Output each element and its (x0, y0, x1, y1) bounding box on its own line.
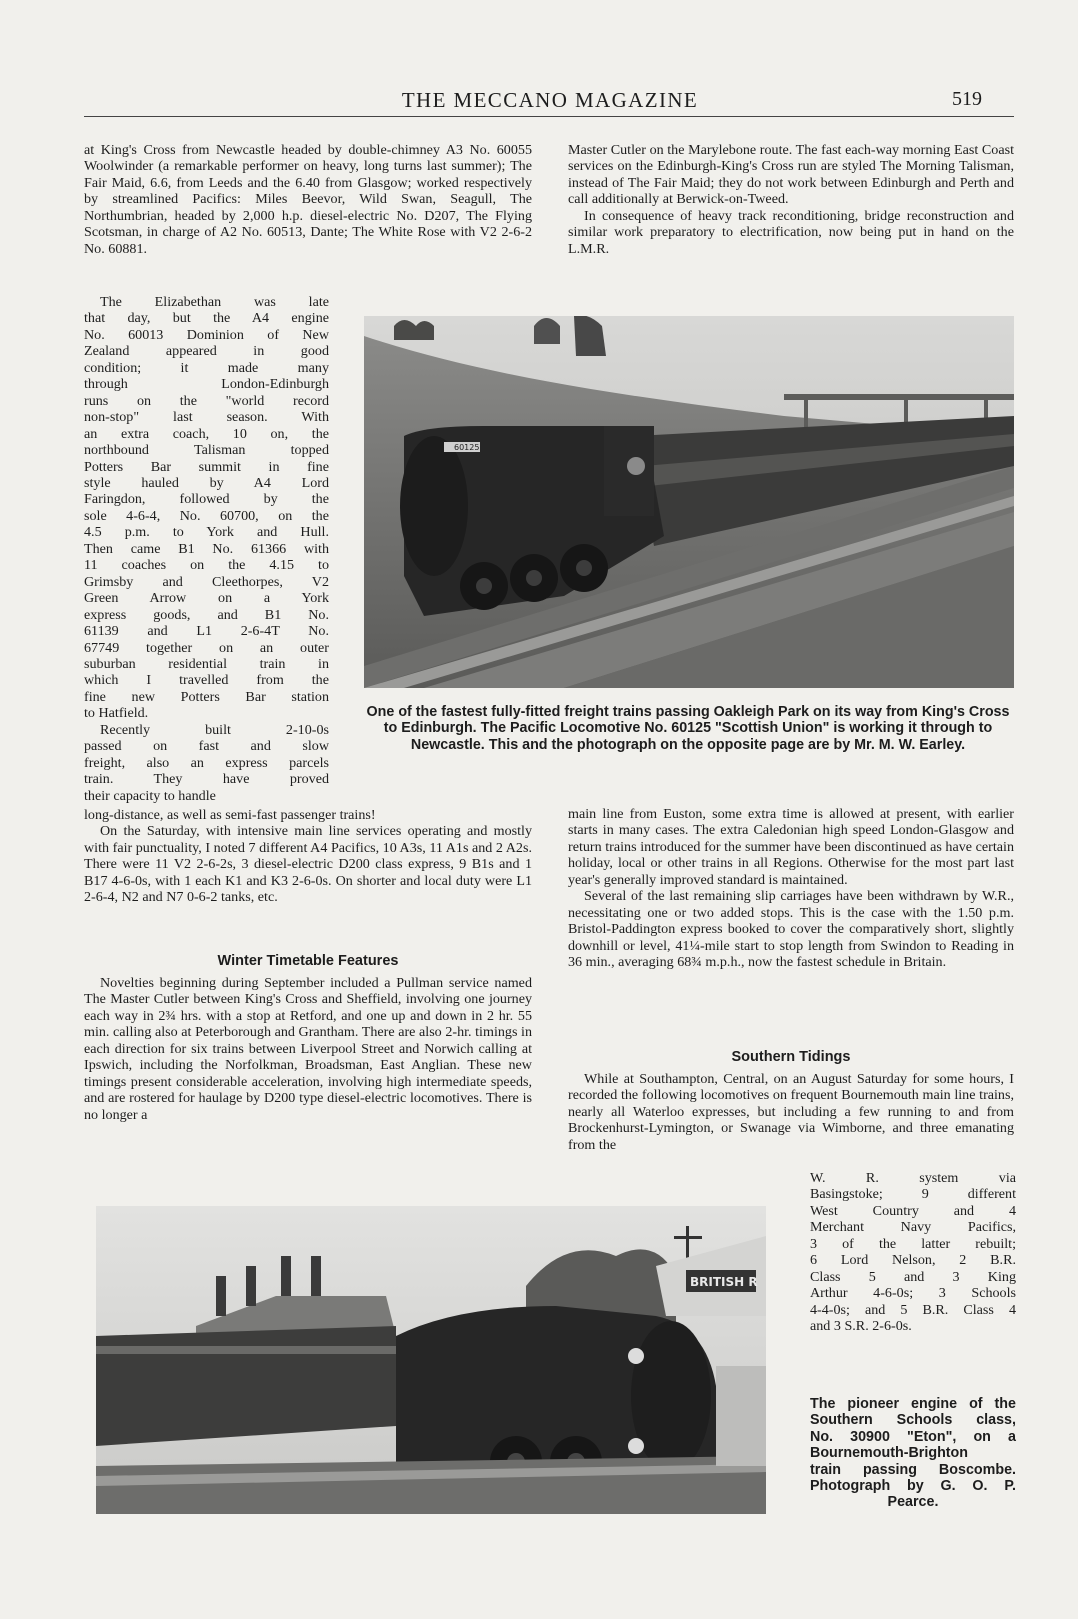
narrow-column-line: through London-Edinburgh (84, 376, 329, 393)
caption-bottom-line: train passing Boscombe. (810, 1461, 1016, 1478)
heading-winter-timetable: Winter Timetable Features (217, 953, 399, 969)
narrow-column-line: Recently built 2-10-0s (100, 721, 329, 738)
left-continuation: long-distance, as well as semi-fast passenger trains! On the Saturday, with intensive main line services operating and mostly with fair punctuality, I noted 7 different A4 Pacifics, 10 A3s, 11 A1s and 2 A2s. There were 11 V2 2-6-2s, 3 diesel-electric D200 class express, 9 B1s and 1 B17 4-6-0s, with 1 each K1 and K3 2-6-0s. On shorter and local duty were L1 2-6-4, N2 and N7 0-6-2 tanks, etc. (84, 807, 532, 906)
narrow-column-line: train. They have proved (84, 771, 329, 788)
narrow-column-line: 4.5 p.m. to York and Hull. (84, 524, 329, 541)
narrow-column-line: Zealand appeared in good (84, 343, 329, 360)
narrow-column-line: fine new Potters Bar station (84, 688, 329, 705)
narrow-column-line: that day, but the A4 engine (84, 310, 329, 327)
left-top-paragraph: at King's Cross from Newcastle headed by double-chimney A3 No. 60055 Woolwinder (a remarkable performer on heavy, long turns last summer); The Fair Maid, 6.6, from Leeds and the 6.40 from Glasgow; worked respectively by streamlined Pacifics: Miles Beevor, Wild Swan, Seagull, The Northumbrian, headed by 2,000 h.p. diesel-electric No. D207, The Flying Scotsman, in charge of A2 No. 60513, Dante; The White Rose with V2 2-6-2 No. 60881. (84, 142, 532, 257)
narrow-column-line: 11 coaches on the 4.15 to (84, 557, 329, 574)
narrow-column-line: an extra coach, 10 on, the (84, 425, 329, 442)
running-title: THE MECCANO MAGAZINE (401, 88, 699, 112)
caption-bottom-line: The pioneer engine of the (810, 1396, 1016, 1412)
caption-top-photo: One of the fastest fully-fitted freight trains passing Oakleigh Park on its way from King's Cross to Edinburgh. The Pacific Locomotive No. 60125 "Scottish Union" is working it through to Newcastle. This and the photograph on the opposite page are by Mr. M. W. Earley. (366, 704, 1010, 753)
right-narrow-line: West Country and 4 (810, 1202, 1016, 1219)
right-narrow-line: 4-4-0s; and 5 B.R. Class 4 (810, 1301, 1016, 1318)
right-narrow-line: 3 of the latter rebuilt; (810, 1235, 1016, 1252)
right-narrow-line: 6 Lord Nelson, 2 B.R. (810, 1252, 1016, 1269)
right-middle-text: main line from Euston, some extra time is allowed at present, with earlier starts in many cases. The extra Caledonian high speed London-Glasgow and return trains introduced for the summer have been discontinued as have certain holiday, local or other trains in all Regions. Otherwise for the most part last year's generally improved standard is maintained. Several of the last remaining slip carriages have been withdrawn by W.R., necessitating one or two added stops. This is the case with the 1.50 p.m. Bristol-Paddington express booked to cover the comparatively short, slightly downhill or level, 41¼-mile start to stop length from Swindon to Reading in 36 min., averaging 68¾ m.p.h., now the fastest schedule in Britain. (568, 806, 1014, 971)
narrow-column-line: Potters Bar summit in fine (84, 458, 329, 475)
narrow-column-line: northbound Talisman topped (84, 442, 329, 459)
right-narrow-line: W. R. system via (810, 1170, 1016, 1186)
narrow-column-line: 61139 and L1 2-6-4T No. (84, 623, 329, 640)
narrow-column-line: their capacity to handle (84, 787, 216, 804)
caption-bottom-line: Photograph by G. O. P. (810, 1478, 1016, 1495)
freight-train-illustration (364, 316, 1014, 688)
right-narrow-line: Merchant Navy Pacifics, (810, 1219, 1016, 1236)
narrow-column-line: Grimsby and Cleethorpes, V2 (84, 573, 329, 590)
right-narrow-text (810, 1170, 1016, 1335)
heading-southern-tidings: Southern Tidings (731, 1049, 851, 1065)
caption-bottom-line: Bournemouth-Brighton (810, 1445, 969, 1462)
narrow-column-line: passed on fast and slow (84, 738, 329, 755)
photo-eton-locomotive (96, 1206, 766, 1514)
station-sign: BRITISH R (690, 1275, 758, 1289)
narrow-column-text (84, 294, 329, 804)
narrow-column-line: express goods, and B1 No. (84, 606, 329, 623)
right-narrow-line: Basingstoke; 9 different (810, 1186, 1016, 1203)
narrow-column-line: Green Arrow on a York (84, 590, 329, 607)
right-southampton-paragraph: While at Southampton, Central, on an August Saturday for some hours, I recorded the following locomotives on frequent Bournemouth main line trains, nearly all Waterloo expresses, but including a few running to and from Brockenhurst-Lymington, or Swanage via Wimborne, and three emanating from the (568, 1071, 1014, 1153)
eton-train-illustration (96, 1206, 766, 1514)
narrow-column-line: non-stop" last season. With (84, 409, 329, 426)
narrow-column-line: style hauled by A4 Lord (84, 474, 329, 491)
left-novelties-paragraph: Novelties beginning during September included a Pullman service named The Master Cutler between King's Cross and Sheffield, involving one journey each way in 2¾ hrs. with a stop at Retford, and one up and down in 2 hr. 55 min. calling also at Peterborough and Grantham. There are also 2-hr. timings in each direction for six trains between Liverpool Street and Norwich calling at Ipswich, including the Norfolkman, Broadsman, East Anglian. These new timings present considerable acceleration, involving high intermediate speeds, and are rostered for haulage by D200 type diesel-electric locomotives. There is no longer a (84, 975, 532, 1123)
narrow-column-line: condition; it made many (84, 359, 329, 376)
narrow-column-line: which I travelled from the (84, 672, 329, 689)
header-rule (84, 116, 1014, 117)
narrow-column-line: freight, also an express parcels (84, 754, 329, 771)
narrow-column-line: 67749 together on an outer (84, 639, 329, 656)
narrow-column-line: The Elizabethan was late (100, 294, 329, 310)
narrow-column-line: No. 60013 Dominion of New (84, 326, 329, 343)
right-narrow-line: and 3 S.R. 2-6-0s. (810, 1318, 912, 1335)
caption-bottom-line: Pearce. (887, 1494, 939, 1511)
right-top-text: Master Cutler on the Marylebone route. The fast each-way morning East Coast services on the Edinburgh-King's Cross run are styled The Morning Talisman, instead of The Fair Maid; they do not work between Edinburgh and Perth and call additionally at Berwick-on-Tweed. In consequence of heavy track reconditioning, bridge reconstruction and similar work preparatory to electrification, now being put in hand on the L.M.R. (568, 142, 1014, 257)
narrow-column-line: suburban residential train in (84, 655, 329, 672)
right-narrow-line: Class 5 and 3 King (810, 1268, 1016, 1285)
page-number: 519 (952, 88, 982, 110)
locomotive-number: 60125 (454, 443, 480, 452)
narrow-column-line: runs on the "world record (84, 392, 329, 409)
caption-bottom-line: No. 30900 "Eton", on a (810, 1428, 1016, 1445)
narrow-column-line: to Hatfield. (84, 705, 149, 722)
photo-freight-train (364, 316, 1014, 688)
right-narrow-line: Arthur 4-6-0s; 3 Schools (810, 1285, 1016, 1302)
caption-bottom-line: Southern Schools class, (810, 1412, 1016, 1429)
narrow-column-line: Faringdon, followed by the (84, 491, 329, 508)
narrow-column-line: sole 4-6-4, No. 60700, on the (84, 507, 329, 524)
caption-bottom-photo (810, 1396, 1016, 1511)
narrow-column-line: Then came B1 No. 61366 with (84, 540, 329, 557)
